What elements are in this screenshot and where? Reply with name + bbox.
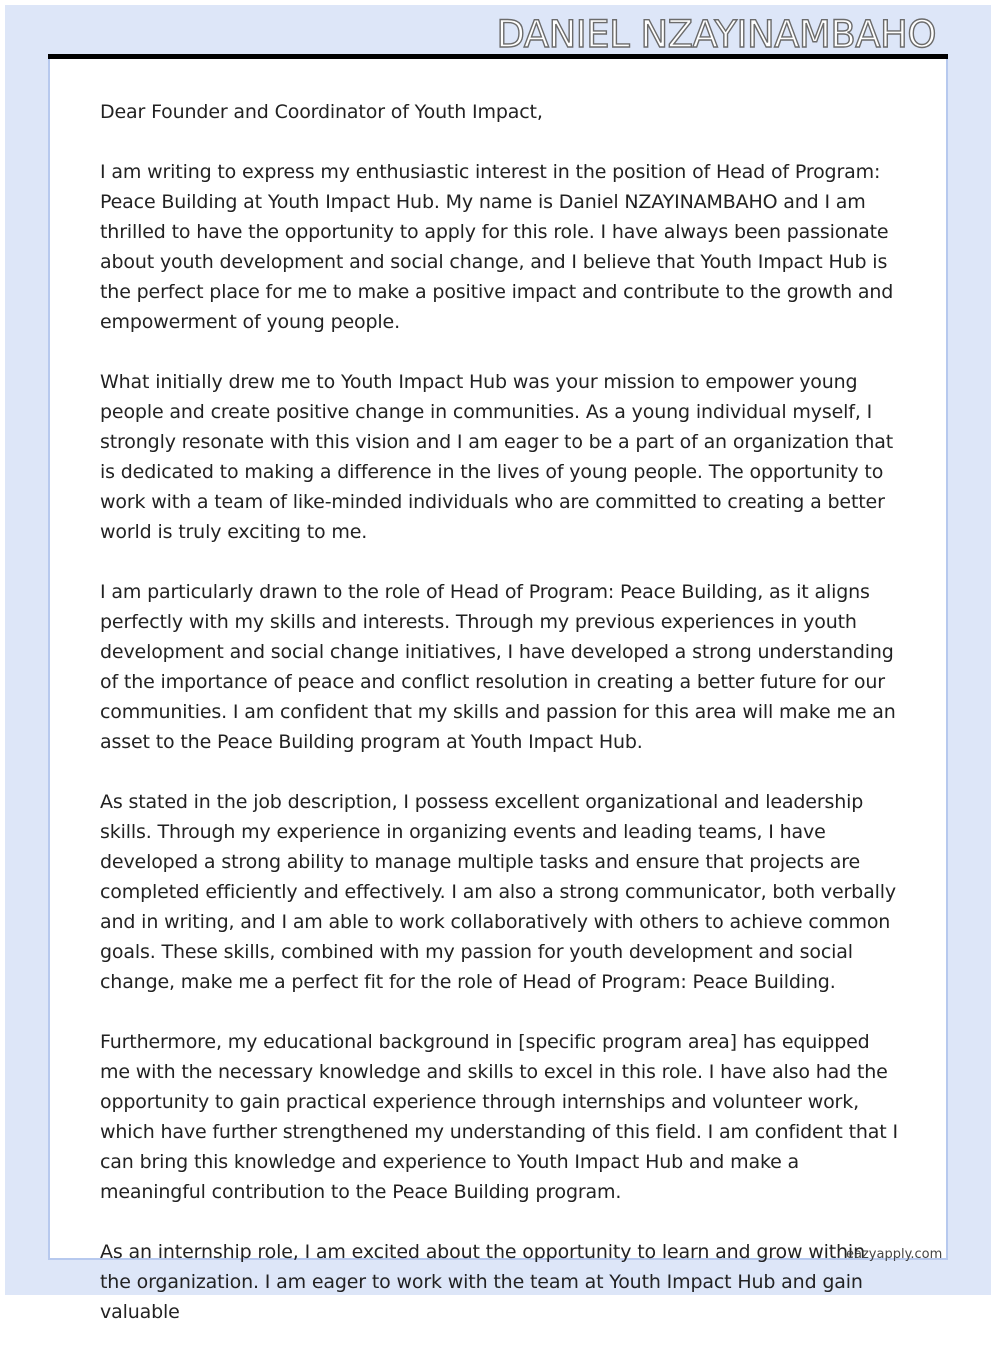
watermark: eazyapply.com (846, 1247, 943, 1262)
paragraph-skills: As stated in the job description, I possess excellent organizational and leadership skills. Through my experience in organizing events and leading teams, I have developed a strong ability to manage multiple tasks and ensure that projects are completed efficiently and effectively. I am also a strong communicator, both verbally and in writing, and I am able to work collaboratively with others to achieve common goals. These skills, combined with my passion for youth development and social change, make me a perfect fit for the role of Head of Program: Peace Building. (100, 791, 896, 993)
paragraph-role-fit: I am particularly drawn to the role of Head of Program: Peace Building, as it aligns perfectly with my skills and interests. Through my previous experiences in youth development and social change initiatives, I have developed a strong understanding of the importance of peace and conflict resolution in creating a better future for our communities. I am confident that my skills and passion for this area will make me an asset to the Peace Building program at Youth Impact Hub. (100, 581, 896, 753)
paragraph-internship: As an internship role, I am excited about the opportunity to learn and grow within the organization. I am eager to work with the team at Youth Impact Hub and gain valuable (100, 1241, 865, 1323)
cover-letter-body (100, 97, 898, 1357)
paragraph-education: Furthermore, my educational background in [specific program area] has equipped me with the necessary knowledge and skills to excel in this role. I have also had the opportunity to gain practical experience through internships and volunteer work, which have further strengthened my understanding of this field. I am confident that I can bring this knowledge and experience to Youth Impact Hub and make a meaningful contribution to the Peace Building program. (100, 1031, 898, 1203)
applicant-name: DANIEL NZAYINAMBAHO (496, 13, 936, 56)
paragraph-introduction: I am writing to express my enthusiastic interest in the position of Head of Program: Peace Building at Youth Impact Hub. My name is Daniel NZAYINAMBAHO and I am thrilled to have the opportunity to apply for this role. I have always been passionate about youth development and social change, and I believe that Youth Impact Hub is the perfect place for me to make a positive impact and contribute to the growth and empowerment of young people. (100, 161, 894, 333)
salutation: Dear Founder and Coordinator of Youth Impact, (100, 101, 543, 123)
paragraph-motivation: What initially drew me to Youth Impact Hub was your mission to empower young people and create positive change in communities. As a young individual myself, I strongly resonate with this vision and I am eager to be a part of an organization that is dedicated to making a difference in the lives of young people. The opportunity to work with a team of like-minded individuals who are committed to creating a better world is truly exciting to me. (100, 371, 894, 543)
